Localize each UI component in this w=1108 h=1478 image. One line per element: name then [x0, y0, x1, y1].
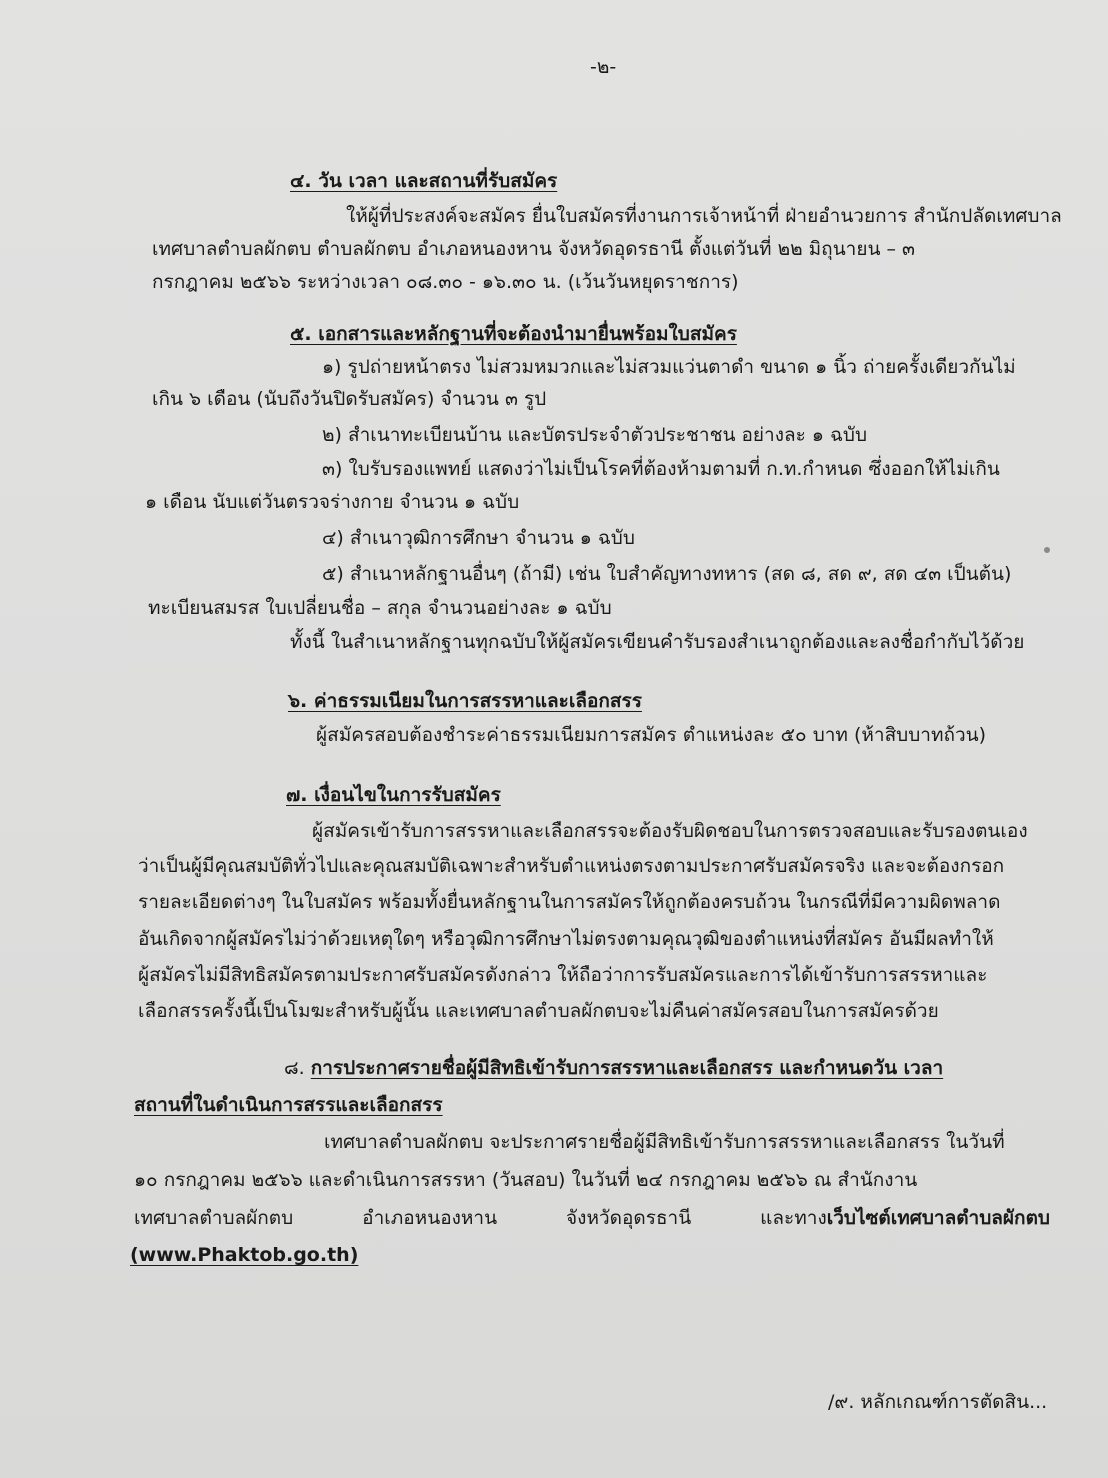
section-6-line-1: ผู้สมัครสอบต้องชำระค่าธรรมเนียมการสมัคร ตำแหน่งละ ๕๐ บาท (ห้าสิบบาทถ้วน) — [316, 724, 987, 746]
website-phrase — [760, 1203, 1050, 1233]
section-5-line-6: ๔) สำเนาวุฒิการศึกษา จำนวน ๑ ฉบับ — [322, 527, 635, 549]
via-text: และทาง — [760, 1207, 827, 1229]
section-7-line-2: ว่าเป็นผู้มีคุณสมบัติทั่วไปและคุณสมบัติเฉพาะสำหรับตำแหน่งตรงตามประกาศรับสมัครจริง และจะต้องกรอก — [138, 855, 1005, 877]
section-7-line-3: รายละเอียดต่างๆ ในใบสมัคร พร้อมทั้งยื่นหลักฐานในการสมัครให้ถูกต้องครบถ้วน ในกรณีที่มีความผิดพลาด — [138, 891, 1001, 913]
section-8-number: ๘. — [284, 1057, 305, 1079]
section-4-line-3: กรกฎาคม ๒๕๖๖ ระหว่างเวลา ๐๘.๓๐ - ๑๖.๓๐ น. (เว้นวันหยุดราชการ) — [152, 271, 739, 293]
section-8-heading — [284, 1053, 943, 1083]
section-7-line-6: เลือกสรรครั้งนี้เป็นโมฆะสำหรับผู้นั้น และเทศบาลตำบลผักตบจะไม่คืนค่าสมัครสอบในการสมัครด้วย — [138, 1000, 939, 1022]
website-url[interactable]: (www.Phaktob.go.th) — [130, 1244, 359, 1266]
section-4-heading: ๔. วัน เวลา และสถานที่รับสมัคร — [290, 170, 558, 192]
section-5-line-4: ๓) ใบรับรองแพทย์ แสดงว่าไม่เป็นโรคที่ต้องห้ามตามที่ ก.ท.กำหนด ซึ่งออกให้ไม่เกิน — [322, 458, 1000, 480]
section-6-heading: ๖. ค่าธรรมเนียมในการสรรหาและเลือกสรร — [288, 690, 642, 712]
section-7-heading: ๗. เงื่อนไขในการรับสมัคร — [286, 784, 501, 806]
province-name: จังหวัดอุดรธานี — [566, 1207, 692, 1229]
section-5-line-5: ๑ เดือน นับแต่วันตรวจร่างกาย จำนวน ๑ ฉบับ — [145, 491, 520, 513]
section-5-line-2: เกิน ๖ เดือน (นับถึงวันปิดรับสมัคร) จำนวน ๓ รูป — [152, 388, 547, 410]
section-8-line-2: ๑๐ กรกฎาคม ๒๕๖๖ และดำเนินการสรรหา (วันสอบ) ในวันที่ ๒๔ กรกฎาคม ๒๕๖๖ ณ สำนักงาน — [134, 1169, 918, 1191]
district-name: อำเภอหนองหาน — [362, 1207, 498, 1229]
section-8-line-3 — [134, 1203, 1050, 1233]
section-4-line-2: เทศบาลตำบลผักตบ ตำบลผักตบ อำเภอหนองหาน จังหวัดอุดรธานี ตั้งแต่วันที่ ๒๒ มิถุนายน – ๓ — [152, 238, 916, 260]
section-8-heading-a: การประกาศรายชื่อผู้มีสิทธิเข้ารับการสรรหาและเลือกสรร และกำหนดวัน เวลา — [310, 1057, 944, 1079]
paper-speck — [1044, 547, 1050, 553]
section-4-line-1: ให้ผู้ที่ประสงค์จะสมัคร ยื่นใบสมัครที่งานการเจ้าหน้าที่ ฝ่ายอำนวยการ สำนักปลัดเทศบาล — [346, 205, 1062, 227]
section-5-heading: ๕. เอกสารและหลักฐานที่จะต้องนำมายื่นพร้อมใบสมัคร — [290, 323, 737, 345]
section-5-line-1: ๑) รูปถ่ายหน้าตรง ไม่สวมหมวกและไม่สวมแว่นตาดำ ขนาด ๑ นิ้ว ถ่ายครั้งเดียวกันไม่ — [322, 356, 1016, 378]
section-8-line-1: เทศบาลตำบลผักตบ จะประกาศรายชื่อผู้มีสิทธิเข้ารับการสรรหาและเลือกสรร ในวันที่ — [324, 1131, 1005, 1153]
section-7-line-5: ผู้สมัครไม่มีสิทธิสมัครตามประกาศรับสมัครดังกล่าว ให้ถือว่าการรับสมัครและการได้เข้ารับการสรรหาและ — [138, 964, 988, 986]
section-7-line-4: อันเกิดจากผู้สมัครไม่ว่าด้วยเหตุใดๆ หรือวุฒิการศึกษาไม่ตรงตามคุณวุฒิของตำแหน่งที่สมัคร อันมีผลทำให้ — [138, 928, 994, 950]
section-5-line-7: ๕) สำเนาหลักฐานอื่นๆ (ถ้ามี) เช่น ใบสำคัญทางทหาร (สด ๘, สด ๙, สด ๔๓ เป็นต้น) — [322, 563, 1012, 585]
website-label: เว็บไซต์เทศบาลตำบลผักตบ — [826, 1207, 1050, 1229]
section-5-line-9: ทั้งนี้ ในสำเนาหลักฐานทุกฉบับให้ผู้สมัครเขียนคำรับรองสำเนาถูกต้องและลงชื่อกำกับไว้ด้วย — [290, 631, 1025, 653]
section-8-heading-b: สถานที่ในดำเนินการสรรและเลือกสรร — [134, 1094, 443, 1116]
section-5-line-3: ๒) สำเนาทะเบียนบ้าน และบัตรประจำตัวประชาชน อย่างละ ๑ ฉบับ — [322, 424, 868, 446]
section-5-line-8: ทะเบียนสมรส ใบเปลี่ยนชื่อ – สกุล จำนวนอย่างละ ๑ ฉบับ — [148, 597, 612, 619]
section-7-line-1: ผู้สมัครเข้ารับการสรรหาและเลือกสรรจะต้องรับผิดชอบในการตรวจสอบและรับรองตนเอง — [312, 820, 1028, 842]
page-number: -๒- — [590, 56, 617, 78]
municipality-name: เทศบาลตำบลผักตบ — [134, 1207, 294, 1229]
continuation-footer: /๙. หลักเกณฑ์การตัดสิน... — [828, 1391, 1048, 1413]
